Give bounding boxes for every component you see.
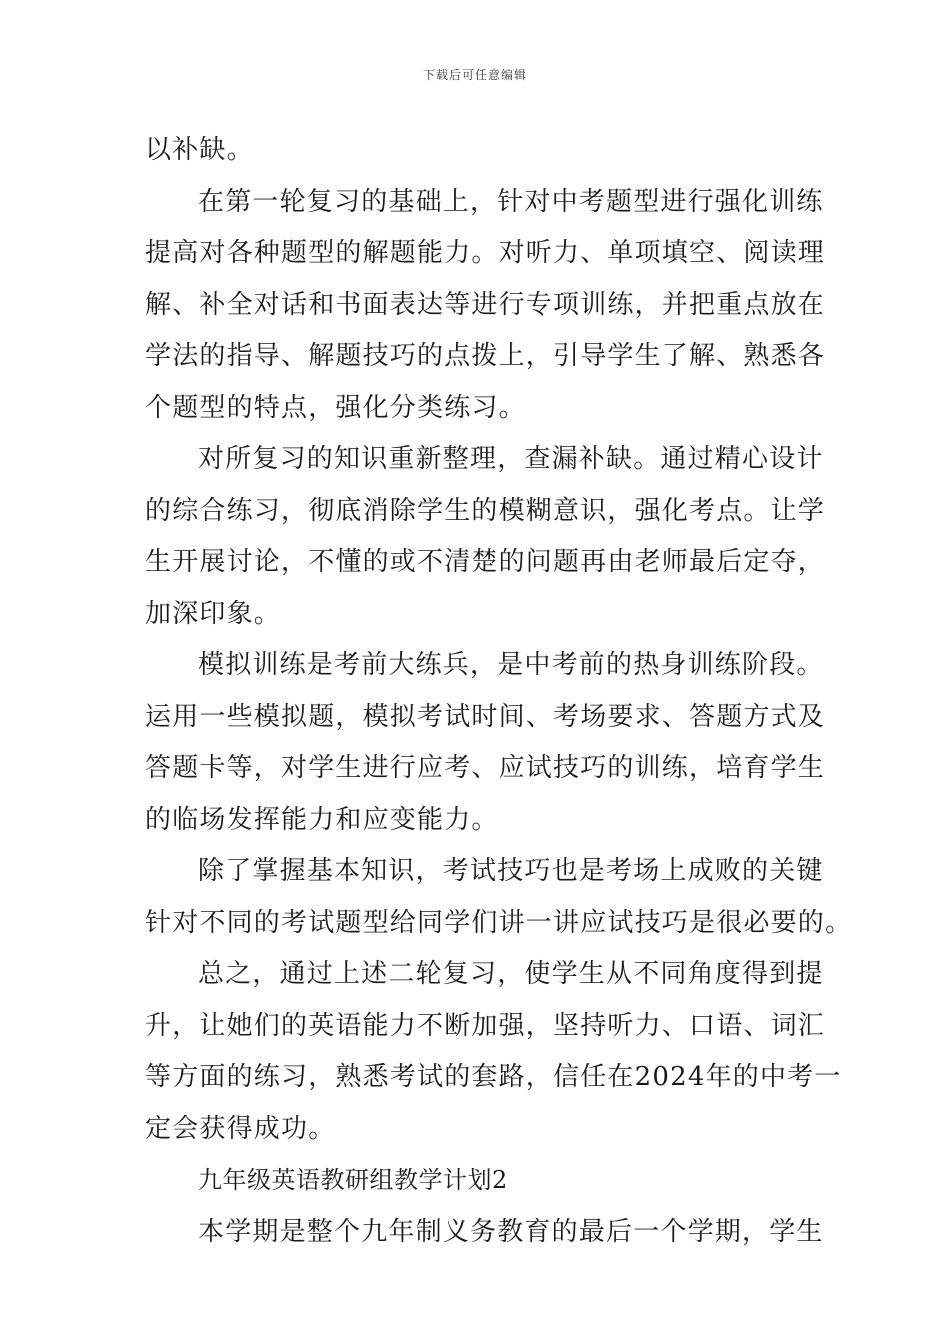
- text-line: 答题卡等，对学生进行应考、应试技巧的训练，培育学生: [145, 753, 826, 783]
- text-line: 加深印象。: [145, 598, 282, 629]
- paragraph-start-line: 除了掌握基本知识，考试技巧也是考场上成败的关键: [198, 856, 824, 886]
- document-body: [145, 125, 853, 1258]
- text-line: 提高对各种题型的解题能力。对听力、单项填空、阅读理: [145, 238, 826, 268]
- section-heading: 九年级英语教研组教学计划2: [198, 1166, 508, 1194]
- text-line: 针对不同的考试题型给同学们讲一讲应试技巧是很必要的。: [145, 907, 853, 938]
- paragraph-start-line: 本学期是整个九年制义务教育的最后一个学期，学生: [198, 1216, 824, 1247]
- text-line: 定会获得成功。: [145, 1113, 336, 1144]
- paragraph-start-line: 总之，通过上述二轮复习，使学生从不同角度得到提: [198, 959, 824, 989]
- text-line: 生开展讨论，不懂的或不清楚的问题再由老师最后定夺，: [145, 547, 826, 577]
- text-line: 以补缺。: [145, 135, 254, 165]
- text-line: 的综合练习，彻底消除学生的模糊意识，强化考点。让学: [145, 495, 826, 526]
- text-line: 个题型的特点，强化分类练习。: [145, 392, 526, 423]
- text-line: 解、补全对话和书面表达等进行专项训练，并把重点放在: [145, 289, 826, 320]
- text-line: 升，让她们的英语能力不断加强，坚持听力、口语、词汇: [145, 1010, 826, 1041]
- paragraph-start-line: 对所复习的知识重新整理，查漏补缺。通过精心设计: [198, 444, 824, 474]
- text-line: 运用一些模拟题，模拟考试时间、考场要求、答题方式及: [145, 701, 826, 732]
- paragraph-start-line: 模拟训练是考前大练兵，是中考前的热身训练阶段。: [198, 650, 824, 680]
- text-line: 等方面的练习，熟悉考试的套路，信任在2024年的中考一: [145, 1062, 842, 1092]
- text-line: 学法的指导、解题技巧的点拨上，引导学生了解、熟悉各: [145, 341, 826, 371]
- header-note: 下载后可任意编辑: [422, 68, 527, 82]
- text-line: 的临场发挥能力和应变能力。: [145, 804, 499, 835]
- paragraph-start-line: 在第一轮复习的基础上，针对中考题型进行强化训练: [198, 186, 824, 217]
